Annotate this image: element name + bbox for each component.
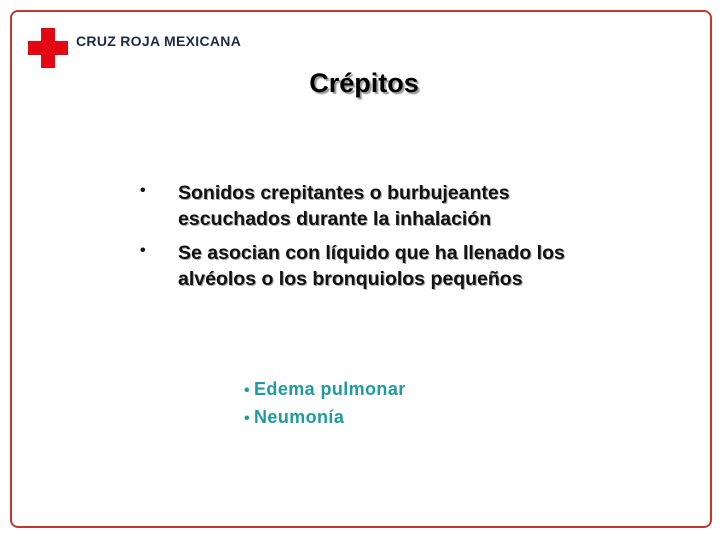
bullet-item (140, 240, 620, 292)
bullet-text: Sonidos crepitantes o burbujeantes escuchados durante la inhalación (178, 182, 510, 230)
bullet-item (140, 180, 620, 232)
sub-bullet-text: Edema pulmonar (254, 379, 406, 399)
bullet-list (140, 180, 620, 300)
bullet-dot-icon: • (140, 182, 146, 199)
sub-bullet-item (244, 376, 406, 404)
red-cross-icon (28, 28, 68, 68)
sub-bullet-list (244, 376, 406, 432)
bullet-text: Se asocian con líquido que ha llenado los alvéolos o los bronquiolos pequeños (178, 242, 565, 290)
sub-bullet-text: Neumonía (254, 407, 345, 427)
sub-bullet-item (244, 404, 406, 432)
slide-title: Crépitos (309, 68, 419, 98)
logo (28, 28, 241, 68)
bullet-dot-icon: • (244, 410, 251, 427)
bullet-dot-icon: • (140, 242, 146, 259)
logo-text: CRUZ ROJA MEXICANA (76, 33, 242, 49)
bullet-dot-icon: • (244, 382, 251, 399)
